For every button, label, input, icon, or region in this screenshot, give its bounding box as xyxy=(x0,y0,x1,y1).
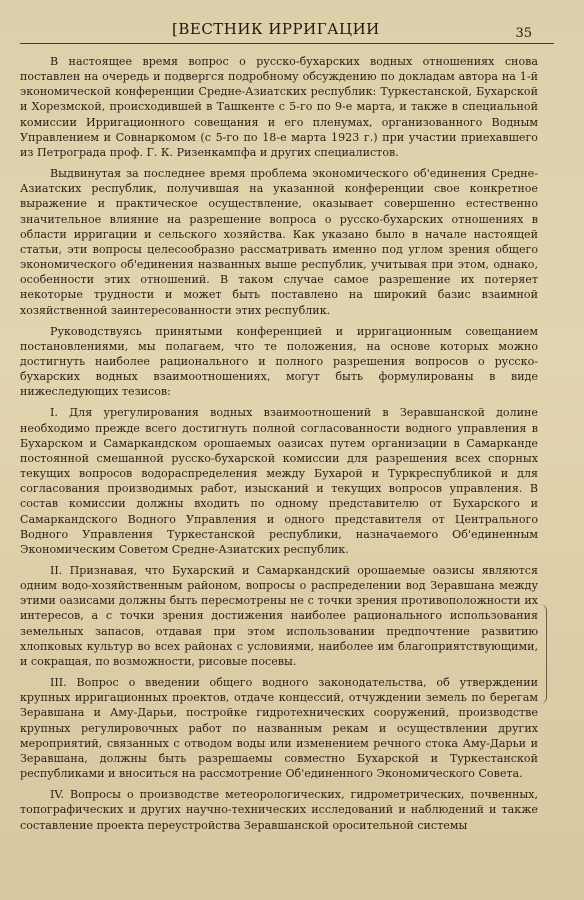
running-header xyxy=(0,14,584,48)
page-number: 35 xyxy=(515,26,532,41)
paragraph-theses-lead: Руководствуясь принятыми конференцией и ирригационным совещанием постановлениями, мы полагаем, что те положения, на основе которых можно достигнуть наиболее рационального и полного разрешения вопросов о русско-бухарских водных взаимоотношениях, могут быть формулированы в виде нижеследующих тезисов: xyxy=(20,324,538,399)
thesis-3: III. Вопрос о введении общего водного законодательства, об утверждении крупных ирригационных проектов, отдаче концессий, отчуждении земель по берегам Зеравшана и Аму-Дарьи, постройке гидротехнических сооружений, производстве крупных регулировочных работ по названным рекам и осуществлении других мероприятий, связанных с отводом воды или изменением речного стока Аму-Дарьи и Зеравшана, должны быть разрешаемы совместно Бухарской и Туркестанской республиками и вноситься на рассмотрение Об'единенного Экономического Совета. xyxy=(20,676,538,781)
paragraph-economic-union: Выдвинутая за последнее время проблема экономического об'единения Средне-Азиатских республик, получившая на указанной конференции свое конкретное выражение и практическое осуществление, оказывает совершенно естественно значительное влияние на разрешение вопроса о русско-бухарских отношениях в области ирригации и сельского хозяйства. Как указано было в начале настоящей статьи, эти вопросы целесообразно рассматривать именно под углом зрения общего экономического об'единения названных выше республик, учитывая при этом, однако, особенности этих отношений. В таком случае самое разрешение их потеряет некоторые трудности и может быть поставлено на широкий базис взаимной хозяйственной заинтересованности этих республик. xyxy=(20,167,538,317)
header-rule xyxy=(20,43,554,44)
thesis-2: II. Признавая, что Бухарский и Самаркандский орошаемые оазисы являются одним водо-хозяйственным районом, вопросы о распределении вод Зеравшана между этими оазисами должны быть пересмотрены не с точки зрения противоположности их интересов, а с точки зрения достижения наиболее рационального использования земельных запасов, отдавая при этом использовании предпочтение развитию хлопковых культур во всех районах с условиями, наиболее им благоприятствующими, и сокращая, по возможности, рисовые посевы. xyxy=(20,564,538,668)
thesis-4: IV. Вопросы о производстве метеорологических, гидрометрических, почвенных, топографических и других научно-технических исследований и наблюдений и также составление проекта переустройства Зеравшанской оросительной системы xyxy=(20,788,538,832)
journal-title: [ВЕСТНИК ИРРИГАЦИИ xyxy=(172,20,380,38)
pencil-margin-bracket xyxy=(540,604,547,704)
thesis-1: I. Для урегулирования водных взаимоотношений в Зеравшанской долине необходимо прежде всего достигнуть полной согласованности водного управления в Бухарском и Самаркандском орошаемых оазисах путем организации в Самарканде постоянной смешанной русско-бухарской комиссии для разрешения всех спорных текущих вопросов водораспределения между Бухарой и Туркреспубликой и для согласования производимых работ, изысканий и текущих вопросов управления. В состав комиссии должны входить по одному представителю от Бухарского и Самаркандского Водного Управления и одного представителя от Центрального Водного Управления Туркестанской республики, назначаемого Об'единенным Экономическим Советом Средне-Азиатских республик. xyxy=(20,406,538,556)
paragraph-intro: В настоящее время вопрос о русско-бухарских водных отношениях снова поставлен на очередь и подвергся подробному обсуждению по докладам автора на 1-й экономической конференции Средне-Азиатских республик: Туркестанской, Бухарской и Хорезмской, происходившей в Ташкенте с 5-го по 9-е марта, и также в специальной комиссии Ирригационного совещания и его пленумах, организованного Водным Управлением и Совнаркомом (с 5-го по 18-е марта 1923 г.) при участии приехавшего из Петрограда проф. Г. К. Ризенкампфа и других специалистов. xyxy=(20,55,538,159)
article-body xyxy=(20,54,538,839)
